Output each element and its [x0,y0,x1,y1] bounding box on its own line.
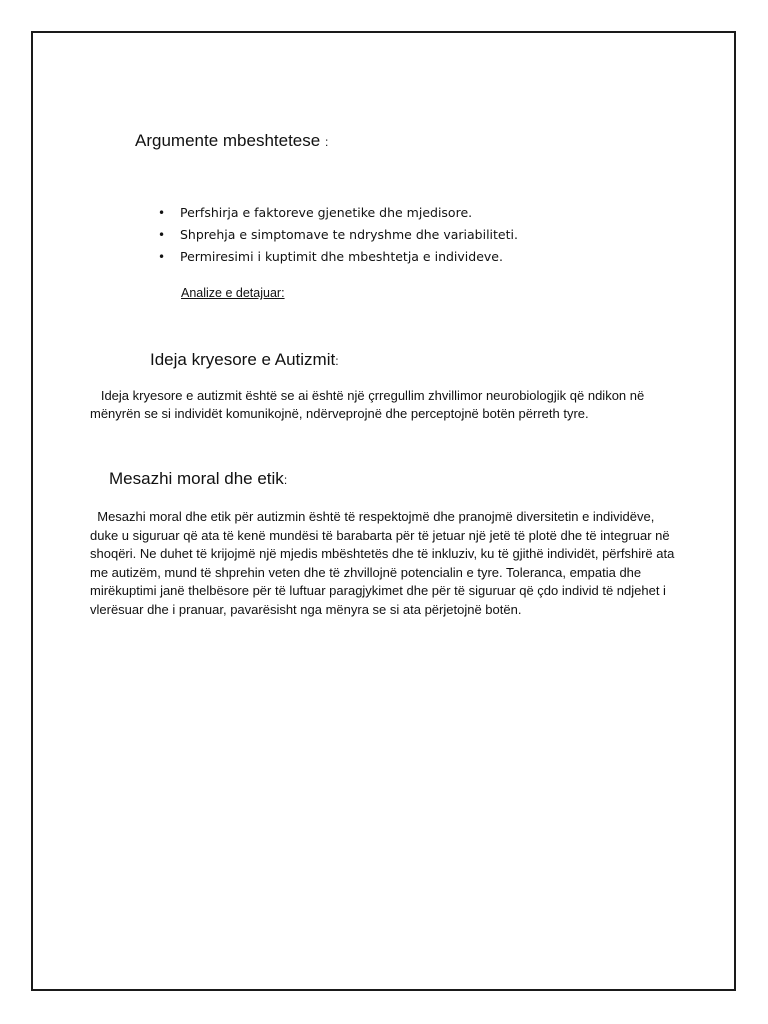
bullet-icon: • [158,228,166,242]
bullet-icon: • [158,250,166,264]
heading-moral-message-colon: : [283,473,288,487]
heading-main-idea-text: Ideja kryesore e Autizmit [150,350,336,369]
heading-main-idea [150,350,339,370]
bullet-icon: • [158,206,166,220]
list-item-text: Permiresimi i kuptimit dhe mbeshtetja e individeve. [180,249,503,264]
supporting-arguments-list [158,202,518,268]
moral-message-paragraph: Mesazhi moral dhe etik për autizmin është të respektojmë dhe pranojmë diversitetin e individëve, duke u siguruar që ata të kenë mundësi të barabarta për të jetuar një jetë të plotë dhe të integruar në shoqëri. Ne duhet të krijojmë një mjedis mbështetës dhe të inkluziv, ku të gjithë individët, përfshirë ata me autizëm, mund të shprehin veten dhe të zhvillojnë potencialin e tyre. Toleranca, empatia dhe mirëkuptimi janë thelbësore për të luftuar paragjykimet dhe për të siguruar që çdo individ të ndjehet i vlerësuar dhe i pranuar, pavarësisht nga mënyra se si ata përjetojnë botën. [90,509,678,617]
heading-moral-message [109,469,287,489]
heading-moral-message-text: Mesazhi moral dhe etik [109,469,284,488]
heading-supporting-arguments-text: Argumente mbeshtetese [135,131,321,150]
list-item [158,202,518,224]
list-item [158,224,518,246]
list-item-text: Perfshirja e faktoreve gjenetike dhe mjedisore. [180,205,473,220]
detailed-analysis-label: Analize e detajuar: [181,286,285,300]
heading-supporting-arguments [135,131,328,151]
main-idea-paragraph: Ideja kryesore e autizmit është se ai është një çrregullim zhvillimor neurobiologjik që ndikon në mënyrën se si individët komunikojnë, ndërveprojnë dhe perceptojnë botën përreth tyre. [90,388,648,421]
heading-supporting-arguments-colon: : [324,135,329,149]
heading-main-idea-colon: : [335,354,339,368]
list-item-text: Shprehja e simptomave te ndryshme dhe variabiliteti. [180,227,518,242]
list-item [158,246,518,268]
